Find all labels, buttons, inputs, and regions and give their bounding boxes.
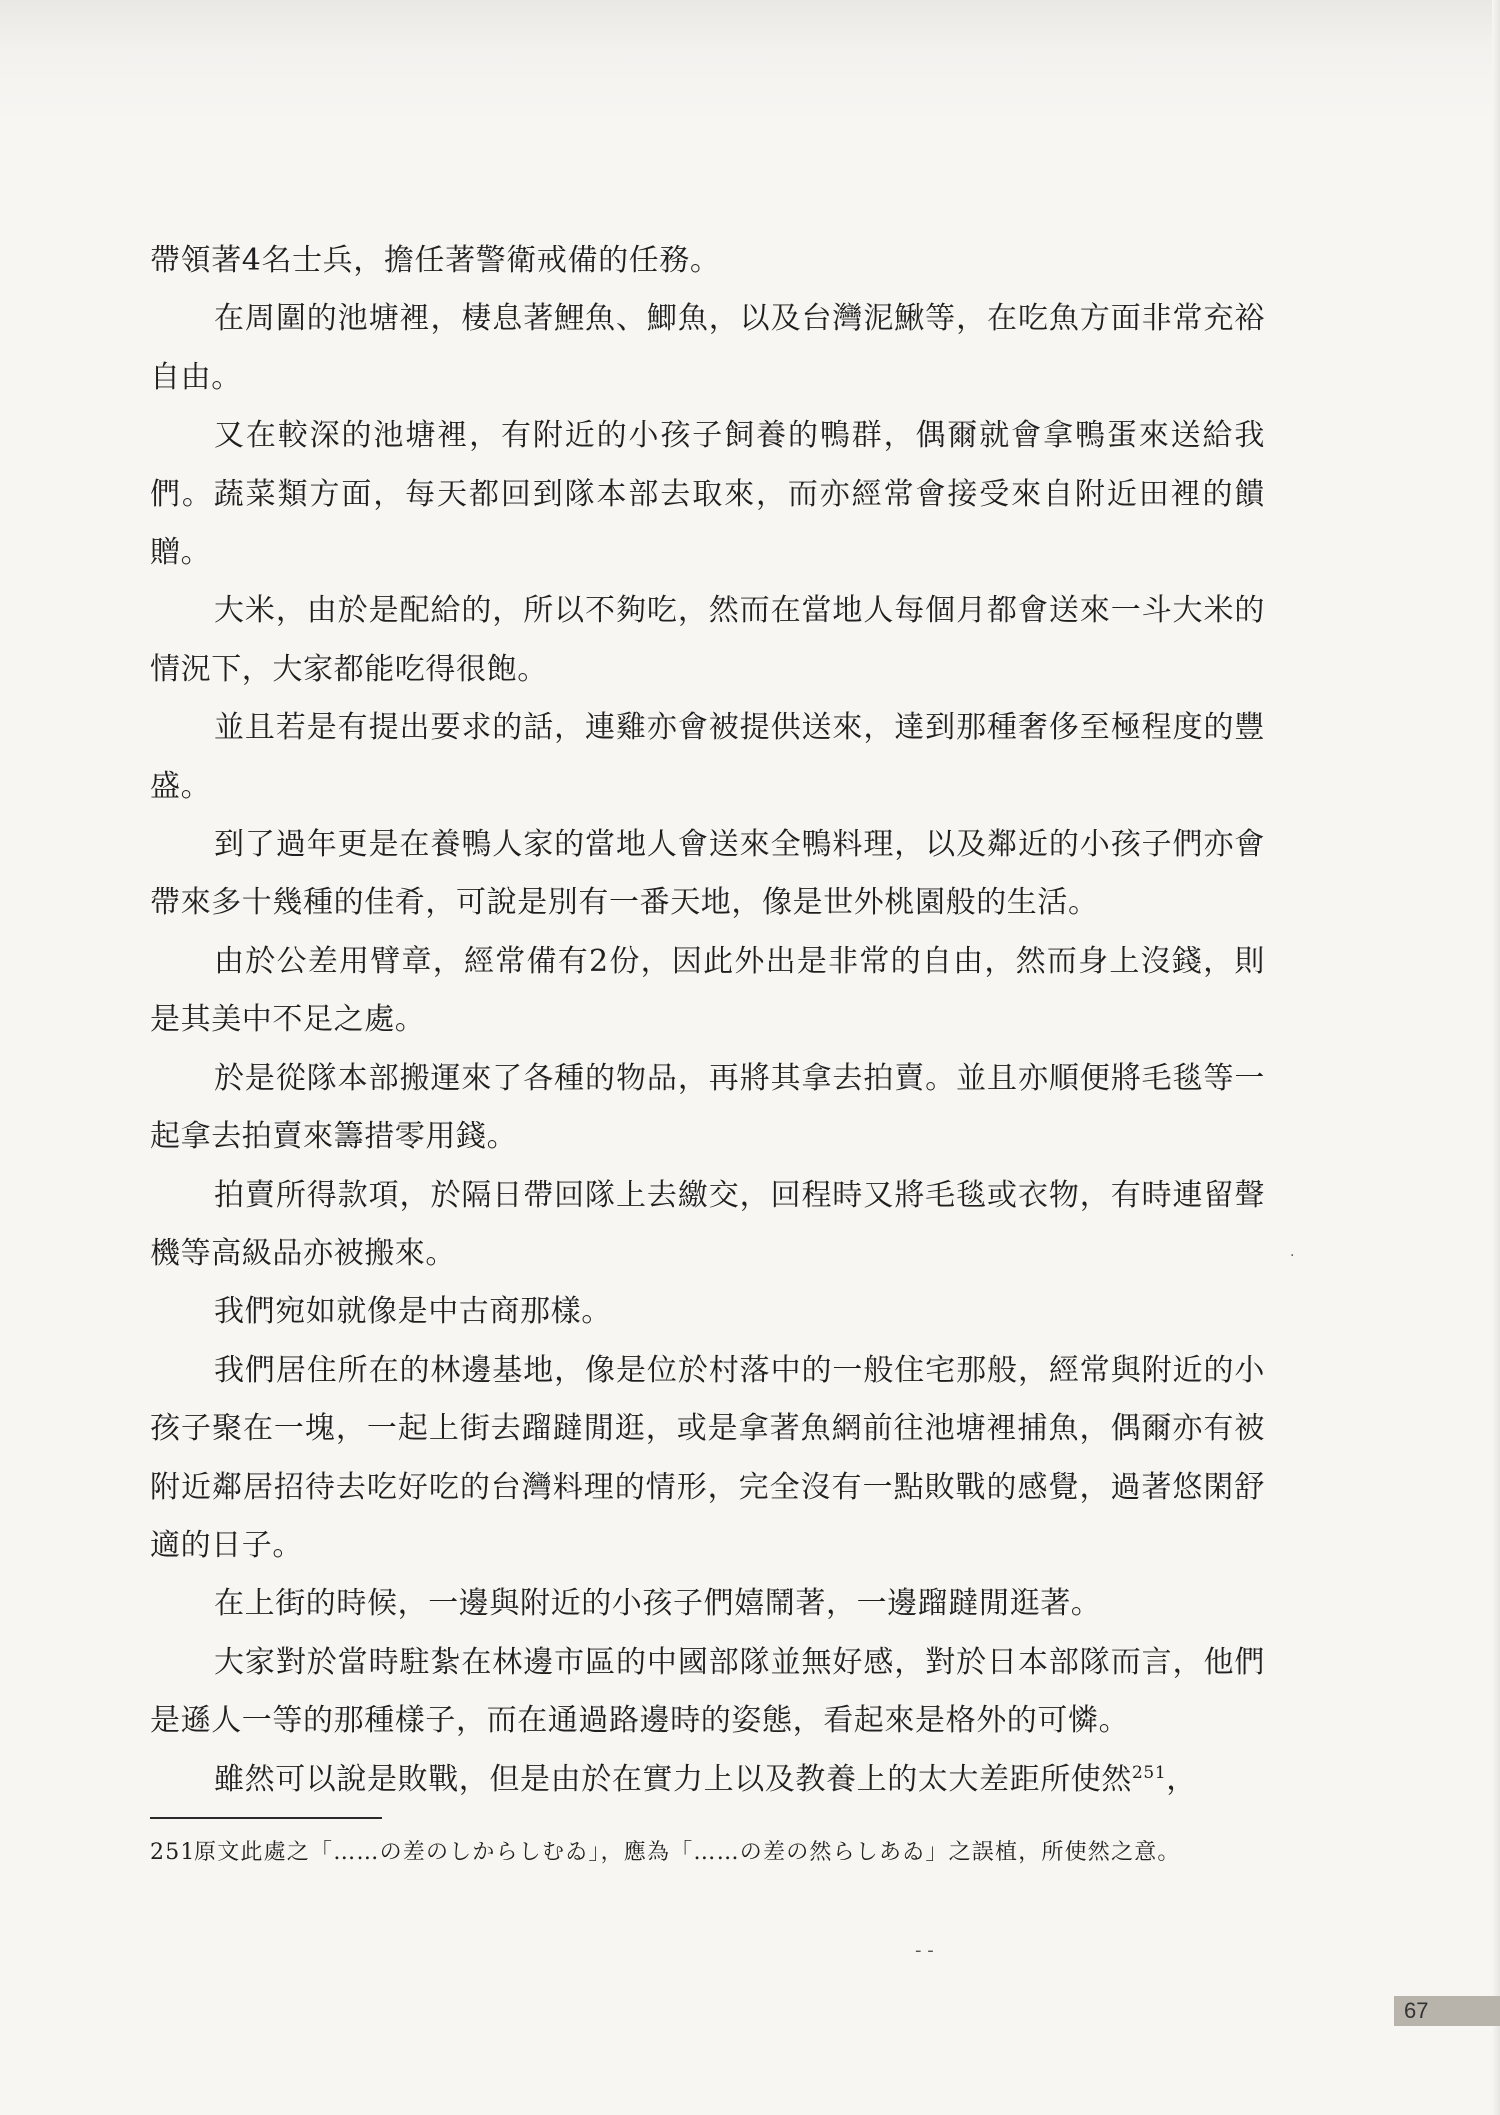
paragraph-4: 大米，由於是配給的，所以不夠吃，然而在當地人每個月都會送來一斗大米的情況下，大家都能吃得很飽。 [150,593,1265,687]
paragraph-12: 在上街的時候，一邊與附近的小孩子們嬉鬧著，一邊蹓躂閒逛著。 [214,1586,1102,1622]
paragraph-7: 由於公差用臂章，經常備有2份，因此外出是非常的自由，然而身上沒錢，則是其美中不足之處。 [150,943,1265,1038]
paragraph-9: 拍賣所得款項，於隔日帶回隊上去繳交，回程時又將毛毯或衣物，有時連留聲機等高級品亦被搬來。 [150,1177,1265,1271]
paragraph-3: 又在較深的池塘裡，有附近的小孩子飼養的鴨群，偶爾就會拿鴨蛋來送給我們。蔬菜類方面，每天都回到隊本部去取來，而亦經常會接受來自附近田裡的饋贈。 [150,418,1265,571]
page-number: 67 [1394,1996,1500,2026]
scan-speck: · [1290,1248,1295,1264]
footnote-ref-251[interactable]: 251 [1132,1762,1167,1783]
footnote-251 [150,1832,1265,1874]
paragraph-1: 帶領著4名士兵，擔任著警衛戒備的任務。 [150,243,721,278]
paragraph-11: 我們居住所在的林邊基地，像是位於村落中的一般住宅那般，經常與附近的小孩子聚在一塊，一起上街去蹓躂閒逛，或是拿著魚網前往池塘裡捕魚，偶爾亦有被附近鄰居招待去吃好吃的台灣料理的情形，完全沒有一點敗戰的感覺，過著悠閑舒適的日子。 [150,1352,1265,1563]
paragraph-14-tail: ， [1166,1761,1197,1797]
paragraph-8: 於是從隊本部搬運來了各種的物品，再將其拿去拍賣。並且亦順便將毛毯等一起拿去拍賣來籌措零用錢。 [150,1060,1265,1155]
paragraph-13: 大家對於當時駐紮在林邊市區的中國部隊並無好感，對於日本部隊而言，他們是遜人一等的那種樣子，而在通過路邊時的姿態，看起來是格外的可憐。 [150,1644,1265,1739]
body-text [150,232,1265,1809]
page-top-shadow [0,0,1500,130]
paragraph-14 [150,1751,1265,1809]
footnote-divider [150,1817,382,1819]
scan-mark: ‐ ‐ [915,1940,934,1961]
page-right-edge [1492,0,1500,2115]
footnote-text: 原文此處之「……の差のしからしむゐ」，應為「……の差の然らしあゐ」之誤植，所使然之意。 [194,1840,1181,1865]
paragraph-14-text: 雖然可以說是敗戰，但是由於在實力上以及教養上的太大差距所使然 [214,1761,1132,1797]
footnote-number: 251 [150,1840,196,1865]
paragraph-10: 我們宛如就像是中古商那樣。 [214,1294,612,1330]
paragraph-5: 並且若是有提出要求的話，連雞亦會被提供送來，達到那種奢侈至極程度的豐盛。 [150,710,1265,804]
paragraph-6: 到了過年更是在養鴨人家的當地人會送來全鴨料理，以及鄰近的小孩子們亦會帶來多十幾種的佳肴，可說是別有一番天地，像是世外桃園般的生活。 [150,827,1265,921]
paragraph-2: 在周圍的池塘裡，棲息著鯉魚、鯽魚，以及台灣泥鰍等，在吃魚方面非常充裕自由。 [150,301,1265,395]
